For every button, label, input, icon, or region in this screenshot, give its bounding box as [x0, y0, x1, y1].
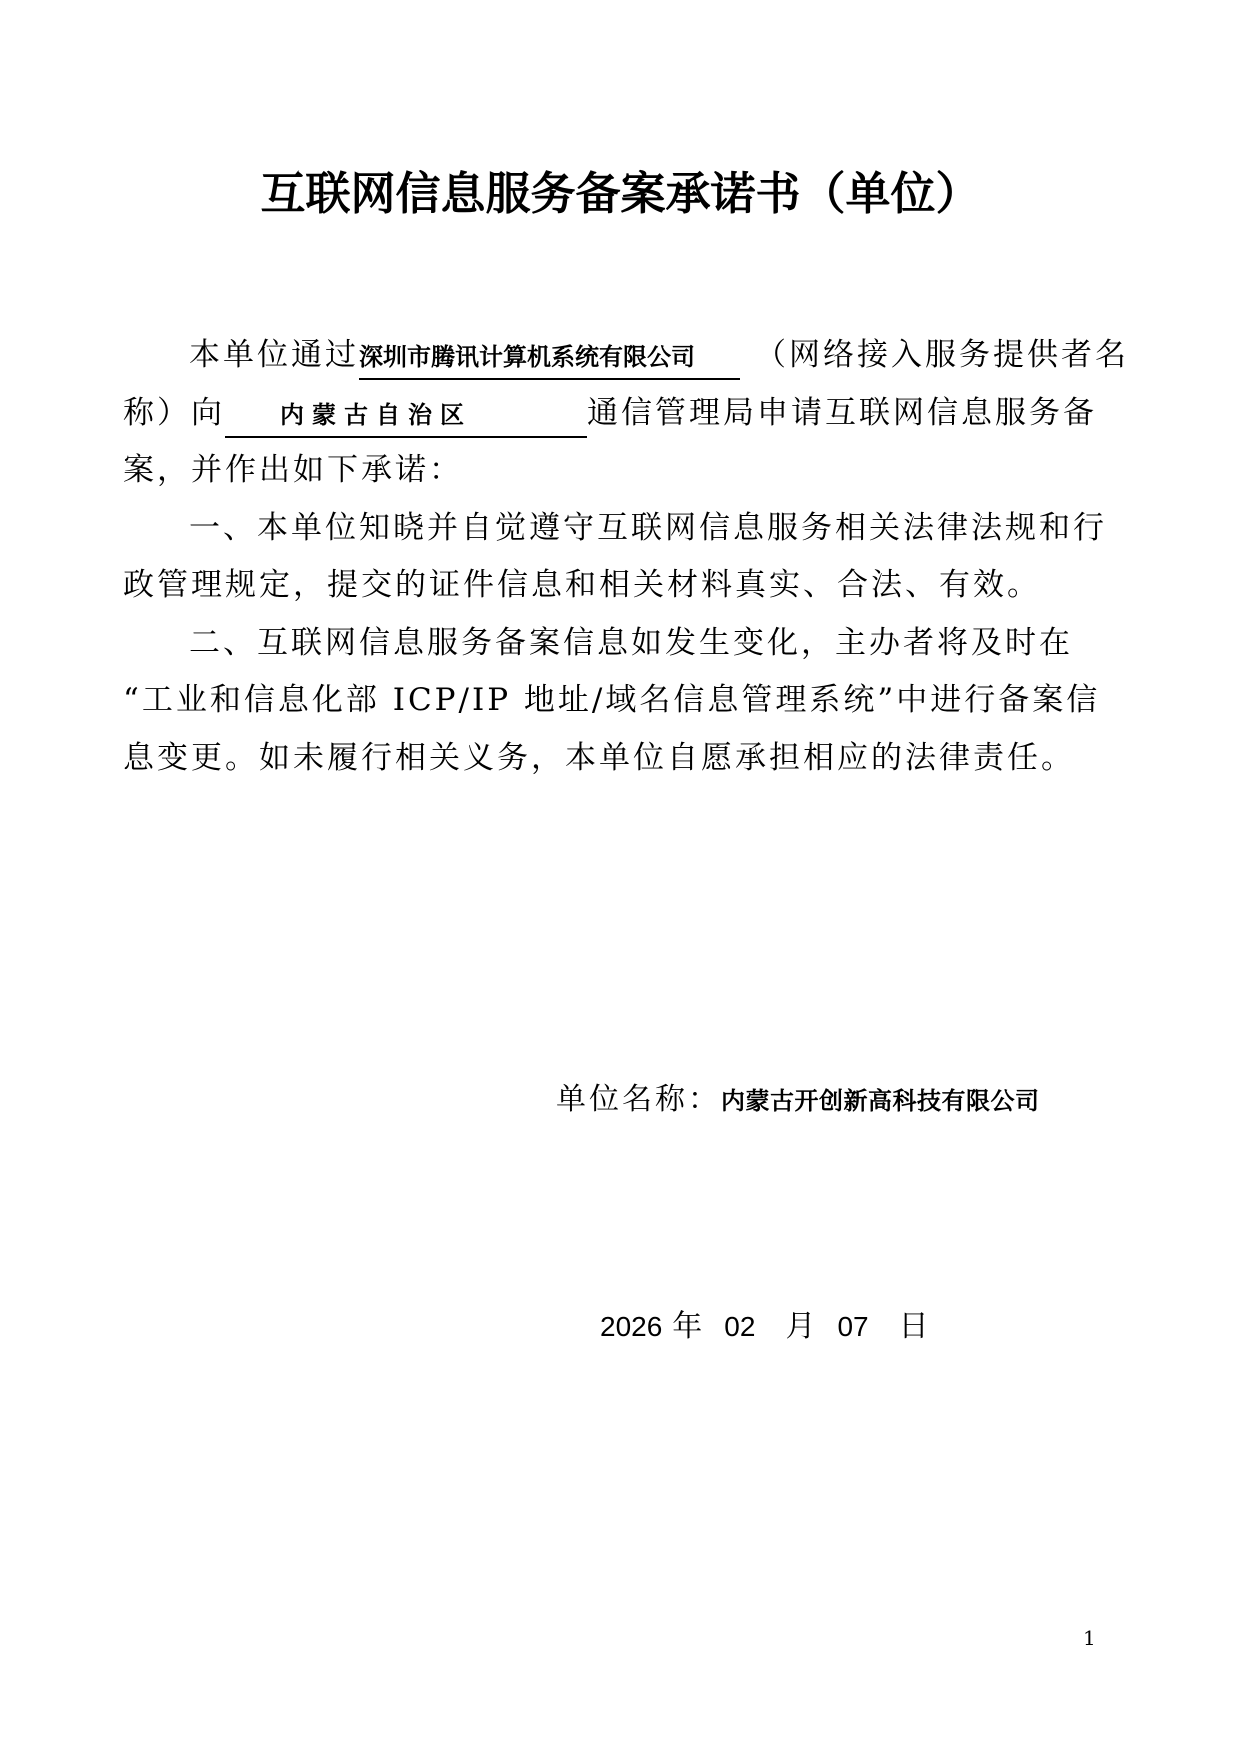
date-day-value: 07 — [837, 1311, 869, 1342]
page-number: 1 — [1083, 1626, 1096, 1650]
clause1-line-2 — [123, 557, 1163, 615]
clause1-line-1 — [123, 500, 1163, 558]
clause2-line1-text: 二、互联网信息服务备案信息如发生变化，主办者将及时在 — [189, 624, 1073, 661]
clause1-line2-text: 政管理规定，提交的证件信息和相关材料真实、合法、有效。 — [123, 567, 1041, 603]
clause2-paragraph — [123, 615, 1163, 788]
page-title: 互联网信息服务备案承诺书（单位） — [260, 168, 981, 219]
isp-name-field: 深圳市腾讯计算机系统有限公司 — [359, 338, 740, 380]
intro-line2-prefix: 称）向 — [123, 394, 225, 431]
intro-line2-suffix: 通信管理局申请互联网信息服务备 — [587, 394, 1097, 431]
clause2-line-2 — [123, 672, 1163, 730]
intro-paragraph — [123, 327, 1163, 500]
clause1-paragraph — [123, 500, 1163, 615]
intro-line-3 — [123, 442, 1163, 500]
clause2-line2-text: “工业和信息化部 ICP/IP 地址/域名信息管理系统”中进行备案信 — [123, 682, 1101, 718]
date-day-label: 日 — [898, 1309, 929, 1344]
region-field: 内蒙古自治区 — [225, 396, 587, 438]
date-month-value: 02 — [724, 1311, 756, 1342]
document-body — [123, 327, 1163, 787]
intro-line-2 — [123, 385, 1163, 443]
intro-line1-prefix: 本单位通过 — [189, 337, 359, 373]
company-name-line — [556, 1080, 1040, 1124]
intro-line-1 — [123, 327, 1163, 385]
date-year-value: 2026 — [600, 1311, 663, 1342]
date-line — [600, 1308, 929, 1350]
clause2-line3-text: 息变更。如未履行相关义务，本单位自愿承担相应的法律责任。 — [123, 739, 1075, 776]
clause1-line1-text: 一、本单位知晓并自觉遵守互联网信息服务相关法律法规和行 — [189, 509, 1107, 546]
intro-line3-text: 案，并作出如下承诺： — [123, 452, 463, 488]
clause2-line-1 — [123, 615, 1163, 673]
date-month-label: 月 — [785, 1309, 816, 1344]
company-name-label: 单位名称： — [556, 1082, 721, 1117]
company-name-value: 内蒙古开创新高科技有限公司 — [721, 1088, 1040, 1115]
intro-line1-suffix: （网络接入服务提供者名 — [755, 337, 1129, 373]
date-year-label: 年 — [672, 1309, 703, 1344]
clause2-line-3 — [123, 730, 1163, 788]
